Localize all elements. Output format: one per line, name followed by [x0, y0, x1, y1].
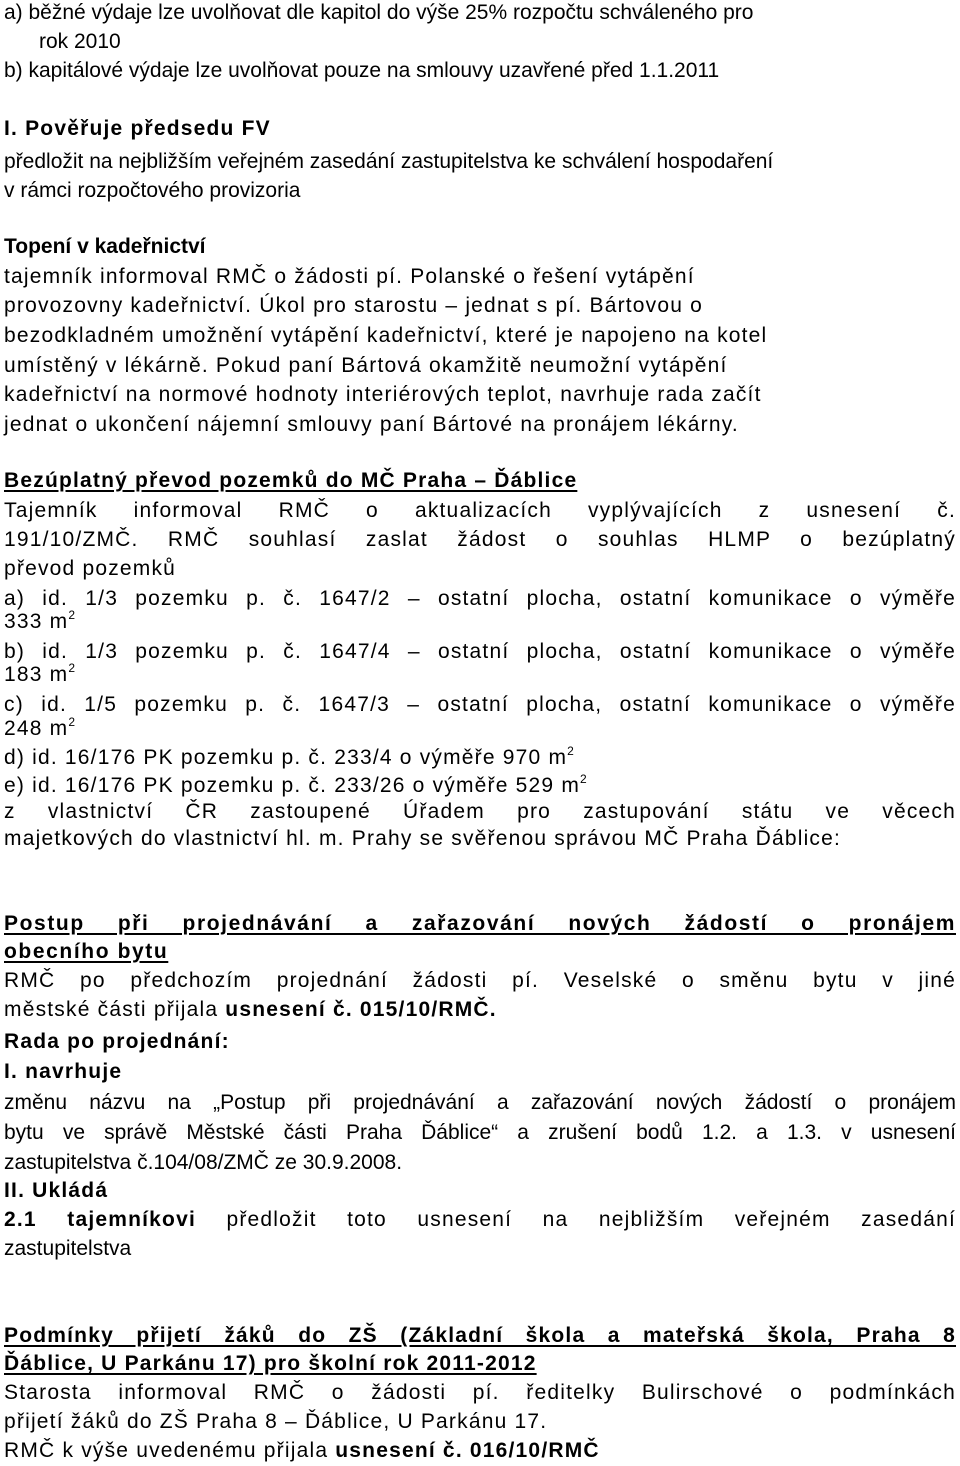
paragraph-line: městské části přijala usnesení č. 015/10/RMČ. [4, 998, 497, 1021]
paragraph-line: Tajemník informoval RMČ o aktualizacích vyplývajících z usnesení č. [4, 499, 956, 522]
paragraph-line: RMČ po předchozím projednání žádosti pí. Veselské o směnu bytu v jiné [4, 969, 956, 992]
paragraph-line: bytu ve správě Městské části Praha Ďáblice“ a zrušení bodů 1.2. a 1.3. v usnesení [4, 1121, 956, 1144]
section-title-postup: Postup při projednávání a zařazování nových žádostí o pronájem [4, 912, 956, 935]
paragraph-line: v rámci rozpočtového provizoria [4, 179, 301, 202]
paragraph-line: z vlastnictví ČR zastoupené Úřadem pro zastupování státu ve věcech [4, 800, 956, 823]
heading-i-fv: I. Pověřuje předsedu FV [4, 117, 271, 140]
parcel-item-e: e) id. 16/176 PK pozemku p. č. 233/26 o výměře 529 $m^2$ [4, 772, 588, 797]
paragraph-line: tajemník informoval RMČ o žádosti pí. Polanské o řešení vytápění [4, 265, 695, 288]
paragraph-line: provozovny kadeřnictví. Úkol pro starostu – jednat s pí. Bártovou o [4, 294, 704, 317]
section-title-prevod: Bezúplatný převod pozemků do MČ Praha – Ďáblice [4, 469, 578, 492]
heading-rada: Rada po projednání: [4, 1030, 230, 1053]
paragraph-line: Starosta informoval RMČ o žádosti pí. ředitelky Bulirschové o podmínkách [4, 1381, 956, 1404]
paragraph-line: zastupitelstva č.104/08/ZMČ ze 30.9.2008. [4, 1151, 403, 1174]
paragraph-line: majetkových do vlastnictví hl. m. Prahy se svěřenou správou MČ Praha Ďáblice: [4, 827, 842, 850]
paragraph-line: bezodkladném umožnění vytápění kadeřnictví, které je napojeno na kotel [4, 324, 768, 347]
parcel-area-a: 333 $m^2$ [4, 608, 77, 633]
paragraph-line: přijetí žáků do ZŠ Praha 8 – Ďáblice, U Parkánu 17. [4, 1410, 548, 1433]
section-title-topeni: Topení v kadeřnictví [4, 235, 206, 258]
paragraph-line: kadeřnictví na normové hodnoty interiérových teplot, navrhuje rada začít [4, 383, 762, 406]
budget-item-a: a) běžné výdaje lze uvolňovat dle kapitol do výše 25% rozpočtu schváleného pro [4, 1, 754, 24]
section-title-podminky: Podmínky přijetí žáků do ZŠ (Základní škola a mateřská škola, Praha 8 [4, 1324, 956, 1347]
paragraph-line: předložit na nejbližším veřejném zasedání zastupitelstva ke schválení hospodaření [4, 150, 774, 173]
parcel-item-c: c) id. 1/5 pozemku p. č. 1647/3 – ostatní plocha, ostatní komunikace o výměře [4, 693, 956, 716]
paragraph-line: jednat o ukončení nájemní smlouvy paní Bártové na pronájem lékárny. [4, 413, 739, 436]
section-title-postup-continued: obecního bytu [4, 940, 169, 963]
parcel-area-c: 248 $m^2$ [4, 715, 77, 740]
paragraph-line: umístěný v lékárně. Pokud paní Bártová okamžitě neumožní vytápění [4, 354, 728, 377]
heading-i-navrhuje: I. navrhuje [4, 1060, 123, 1083]
budget-item-b: b) kapitálové výdaje lze uvolňovat pouze na smlouvy uzavřené před 1.1.2011 [4, 59, 720, 82]
parcel-item-d: d) id. 16/176 PK pozemku p. č. 233/4 o výměře 970 $m^2$ [4, 744, 576, 769]
paragraph-line: zastupitelstva [4, 1237, 132, 1260]
budget-item-a-continued: rok 2010 [39, 30, 121, 53]
paragraph-line: převod pozemků [4, 557, 177, 580]
parcel-area-b: 183 $m^2$ [4, 661, 77, 686]
paragraph-line: 191/10/ZMČ. RMČ souhlasí zaslat žádost o souhlas HLMP o bezúplatný [4, 528, 956, 551]
parcel-item-a: a) id. 1/3 pozemku p. č. 1647/2 – ostatní plocha, ostatní komunikace o výměře [4, 587, 956, 610]
heading-ii-uklada: II. Ukládá [4, 1179, 109, 1202]
section-title-podminky-continued: Ďáblice, U Parkánu 17) pro školní rok 2011-2012 [4, 1352, 537, 1375]
paragraph-line: změnu názvu na „Postup při projednávání a zařazování nových žádostí o pronájem [4, 1091, 956, 1114]
paragraph-line: RMČ k výše uvedenému přijala usnesení č. 016/10/RMČ [4, 1439, 600, 1462]
parcel-item-b: b) id. 1/3 pozemku p. č. 1647/4 – ostatní plocha, ostatní komunikace o výměře [4, 640, 956, 663]
paragraph-line: 2.1 tajemníkovi předložit toto usnesení na nejbližším veřejném zasedání [4, 1208, 956, 1231]
